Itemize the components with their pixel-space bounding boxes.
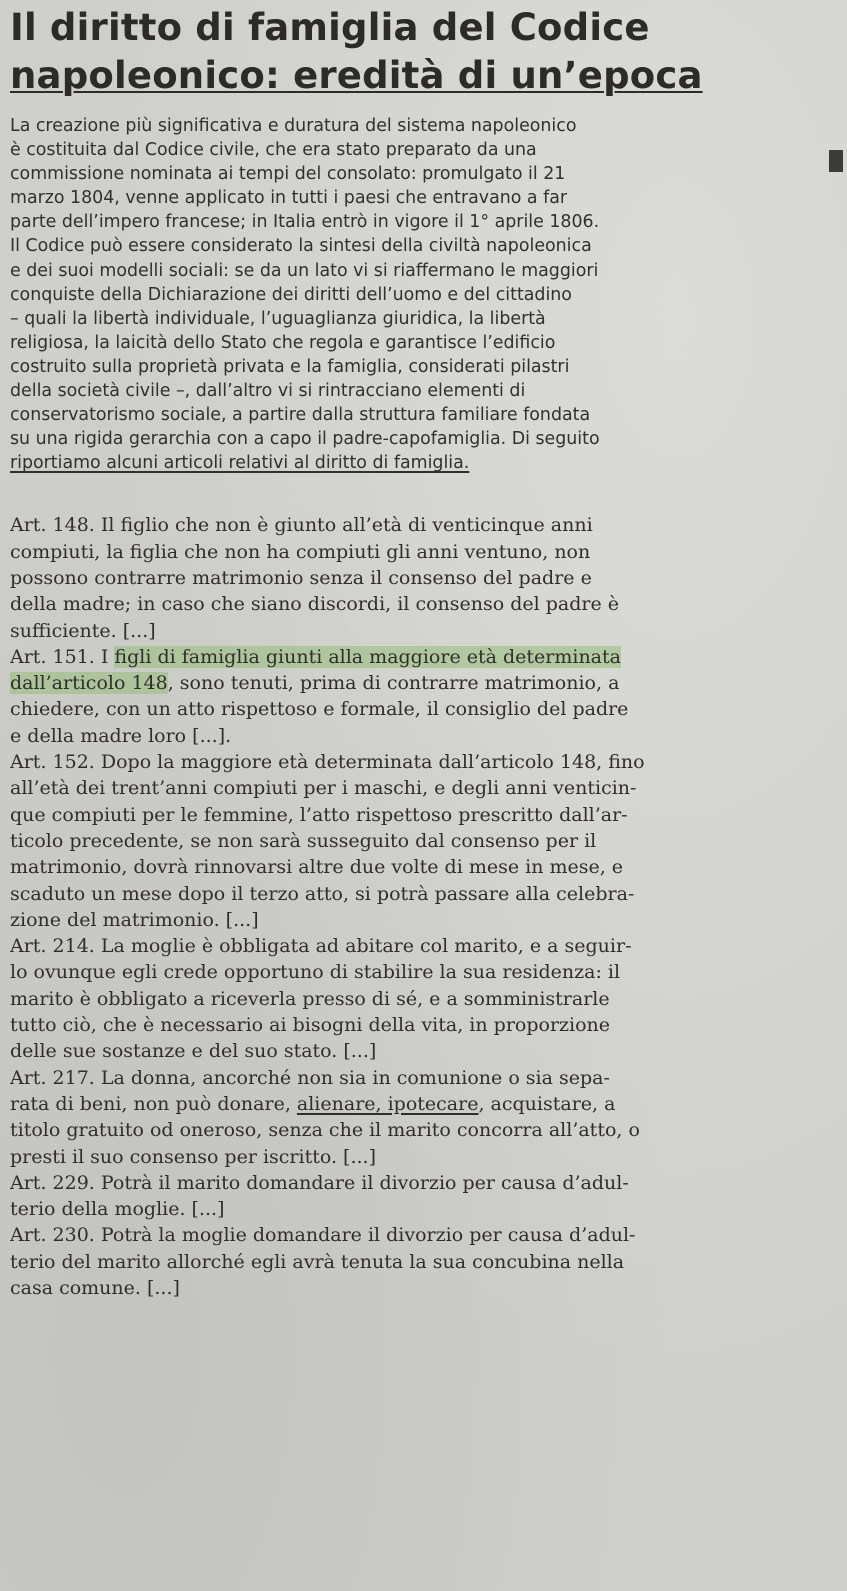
article-line: scaduto un mese dopo il terzo atto, si potrà passare alla celebra- [10, 882, 635, 905]
intro-line: commissione nominata ai tempi del consolato: promulgato il 21 [10, 164, 566, 185]
underlined-text: alienare, ipotecare [296, 1092, 479, 1115]
article-214 [10, 933, 840, 1064]
article-230 [10, 1222, 840, 1301]
intro-line: e dei suoi modelli sociali: se da un lato vi si riaffermano le maggiori [10, 260, 599, 281]
intro-line: conservatorismo sociale, a partire dalla struttura familiare fondata [10, 405, 591, 426]
article-line: Art. 152. Dopo la maggiore età determinata dall’articolo 148, fino [10, 751, 645, 774]
article-line [10, 670, 840, 696]
article-line: terio della moglie. [...] [10, 1198, 225, 1221]
textbook-page [10, 0, 840, 1591]
intro-line: parte dell’impero francese; in Italia entrò in vigore il 1° aprile 1806. [10, 212, 600, 233]
article-line: sufficiente. [...] [10, 619, 156, 642]
highlighted-text: figli di famiglia giunti alla maggiore età determinata [114, 645, 621, 668]
article-line [10, 644, 840, 670]
intro-line: La creazione più significativa e duratura del sistema napoleonico [10, 116, 577, 136]
article-line: lo ovunque egli crede opportuno di stabilire la sua residenza: il [10, 961, 621, 984]
article-line: delle sue sostanze e del suo stato. [...] [10, 1040, 377, 1063]
article-line: que compiuti per le femmine, l’atto rispettoso prescritto dall’ar- [10, 803, 628, 826]
article-line: Art. 229. Potrà il marito domandare il divorzio per causa d’adul- [10, 1171, 629, 1194]
intro-line: Il Codice può essere considerato la sintesi della civiltà napoleonica [10, 236, 592, 257]
intro-line: è costituita dal Codice civile, che era stato preparato da una [10, 140, 537, 161]
article-line: chiedere, con un atto rispettoso e formale, il consiglio del padre [10, 698, 629, 721]
article-line: matrimonio, dovrà rinnovarsi altre due volte di mese in mese, e [10, 856, 624, 879]
intro-line: – quali la libertà individuale, l’uguaglianza giuridica, la libertà [10, 308, 546, 329]
article-text: Art. 151. I [10, 645, 115, 668]
article-line: Art. 230. Potrà la moglie domandare il divorzio per causa d’adul- [10, 1224, 636, 1247]
article-line: all’età dei trent’anni compiuti per i maschi, e degli anni venticin- [10, 777, 637, 800]
article-151 [10, 644, 840, 749]
article-line: Art. 148. Il figlio che non è giunto all’età di venticinque anni [10, 514, 593, 537]
intro-line: costruito sulla proprietà privata e la famiglia, considerati pilastri [10, 356, 570, 377]
title-line: Il diritto di famiglia del Codice [10, 6, 650, 49]
page-edge-mark [829, 150, 843, 172]
article-line: Art. 214. La moglie è obbligata ad abitare col marito, e a seguir- [10, 935, 632, 958]
article-line: possono contrarre matrimonio senza il consenso del padre e [10, 567, 592, 589]
article-text: , acquistare, a [478, 1092, 616, 1115]
code-articles [10, 512, 840, 1301]
article-217 [10, 1065, 840, 1170]
title-line: napoleonico: eredità di un’epoca [10, 54, 703, 97]
article-text: , sono tenuti, prima di contrarre matrimonio, a [167, 672, 620, 695]
intro-line: conquiste della Dichiarazione dei diritti dell’uomo e del cittadino [10, 284, 572, 305]
intro-line: della società civile –, dall’altro vi si rintracciano elementi di [10, 381, 526, 402]
article-line: marito è obbligato a riceverla presso di sé, e a somministrarle [10, 987, 610, 1010]
article-line [10, 1091, 840, 1117]
intro-line: religiosa, la laicità dello Stato che regola e garantisce l’edificio [10, 332, 556, 353]
article-148 [10, 512, 840, 643]
article-line: tutto ciò, che è necessario ai bisogni della vita, in proporzione [10, 1014, 611, 1037]
article-line: terio del marito allorché egli avrà tenuta la sua concubina nella [10, 1250, 625, 1273]
article-line: presti il suo consenso per iscritto. [...] [10, 1145, 376, 1168]
article-line: e della madre loro [...]. [10, 724, 232, 747]
article-line: della madre; in caso che siano discordi, il consenso del padre è [10, 593, 620, 616]
article-line: titolo gratuito od oneroso, senza che il marito concorra all’atto, o [10, 1119, 640, 1142]
article-text: rata di beni, non può donare, [10, 1092, 297, 1115]
article-152 [10, 749, 840, 933]
article-line: compiuti, la figlia che non ha compiuti gli anni ventuno, non [10, 540, 591, 563]
article-229 [10, 1170, 840, 1223]
page-title [10, 4, 840, 100]
intro-line: marzo 1804, venne applicato in tutti i paesi che entravano a far [10, 188, 568, 209]
article-line: ticolo precedente, se non sarà susseguito dal consenso per il [10, 829, 597, 852]
intro-paragraph [10, 114, 818, 475]
intro-line: riportiamo alcuni articoli relativi al diritto di famiglia. [10, 453, 470, 474]
intro-line: su una rigida gerarchia con a capo il padre-capofamiglia. Di seguito [10, 429, 600, 450]
article-line: casa comune. [...] [10, 1277, 180, 1300]
highlighted-text: dall’articolo 148 [10, 672, 168, 695]
article-line: Art. 217. La donna, ancorché non sia in comunione o sia sepa- [10, 1066, 610, 1089]
article-line: zione del matrimonio. [...] [10, 908, 259, 931]
